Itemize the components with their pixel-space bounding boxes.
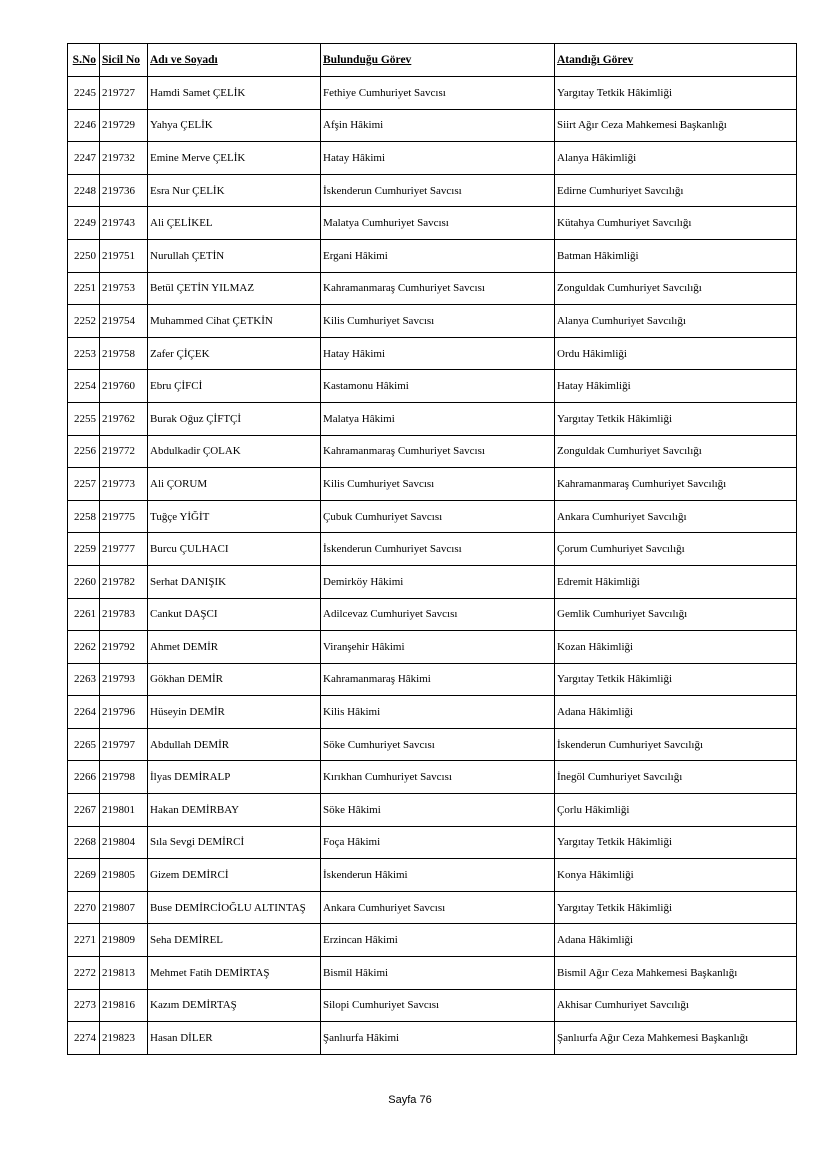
cell-current-post: Hatay Hâkimi [321, 142, 555, 175]
cell-assigned-post: Çorlu Hâkimliği [555, 794, 797, 827]
table-header-row [68, 44, 797, 77]
cell-name: Hüseyin DEMİR [148, 696, 321, 729]
cell-sno: 2250 [68, 239, 100, 272]
cell-assigned-post: İskenderun Cumhuriyet Savcılığı [555, 728, 797, 761]
header-sno: S.No [68, 44, 100, 77]
table-row [68, 533, 797, 566]
cell-name: Cankut DAŞCI [148, 598, 321, 631]
cell-sno: 2268 [68, 826, 100, 859]
cell-name: Tuğçe YİĞİT [148, 500, 321, 533]
cell-assigned-post: Adana Hâkimliği [555, 696, 797, 729]
cell-assigned-post: Batman Hâkimliği [555, 239, 797, 272]
cell-assigned-post: Akhisar Cumhuriyet Savcılığı [555, 989, 797, 1022]
cell-assigned-post: Konya Hâkimliği [555, 859, 797, 892]
cell-assigned-post: Edremit Hâkimliği [555, 565, 797, 598]
table-row [68, 305, 797, 338]
cell-sno: 2248 [68, 174, 100, 207]
cell-current-post: Kilis Hâkimi [321, 696, 555, 729]
cell-name: Ali ÇORUM [148, 468, 321, 501]
table-row [68, 957, 797, 990]
cell-assigned-post: Zonguldak Cumhuriyet Savcılığı [555, 272, 797, 305]
cell-sicil-no: 219798 [100, 761, 148, 794]
cell-name: Ahmet DEMİR [148, 631, 321, 664]
header-name: Adı ve Soyadı [148, 44, 321, 77]
cell-current-post: Şanlıurfa Hâkimi [321, 1022, 555, 1055]
cell-name: Serhat DANIŞIK [148, 565, 321, 598]
cell-current-post: Kastamonu Hâkimi [321, 370, 555, 403]
cell-name: İlyas DEMİRALP [148, 761, 321, 794]
cell-sicil-no: 219823 [100, 1022, 148, 1055]
cell-assigned-post: Yargıtay Tetkik Hâkimliği [555, 891, 797, 924]
header-assigned-post: Atandığı Görev [555, 44, 797, 77]
cell-sicil-no: 219772 [100, 435, 148, 468]
cell-name: Ebru ÇİFCİ [148, 370, 321, 403]
cell-sno: 2251 [68, 272, 100, 305]
cell-assigned-post: Kahramanmaraş Cumhuriyet Savcılığı [555, 468, 797, 501]
table-row [68, 435, 797, 468]
cell-sno: 2254 [68, 370, 100, 403]
cell-assigned-post: Adana Hâkimliği [555, 924, 797, 957]
header-sicil-no: Sicil No [100, 44, 148, 77]
cell-sicil-no: 219736 [100, 174, 148, 207]
cell-current-post: Kilis Cumhuriyet Savcısı [321, 305, 555, 338]
table-row [68, 859, 797, 892]
cell-sno: 2256 [68, 435, 100, 468]
cell-sno: 2270 [68, 891, 100, 924]
cell-assigned-post: Gemlik Cumhuriyet Savcılığı [555, 598, 797, 631]
cell-assigned-post: Edirne Cumhuriyet Savcılığı [555, 174, 797, 207]
page-number: Sayfa 76 [388, 1094, 432, 1106]
cell-name: Abdulkadir ÇOLAK [148, 435, 321, 468]
cell-name: Hakan DEMİRBAY [148, 794, 321, 827]
table-row [68, 174, 797, 207]
cell-sicil-no: 219809 [100, 924, 148, 957]
table-row [68, 1022, 797, 1055]
cell-sicil-no: 219727 [100, 77, 148, 110]
cell-sicil-no: 219782 [100, 565, 148, 598]
cell-name: Nurullah ÇETİN [148, 239, 321, 272]
table-row [68, 631, 797, 664]
cell-name: Gizem DEMİRCİ [148, 859, 321, 892]
cell-name: Seha DEMİREL [148, 924, 321, 957]
table-row [68, 370, 797, 403]
cell-name: Zafer ÇİÇEK [148, 337, 321, 370]
cell-current-post: Foça Hâkimi [321, 826, 555, 859]
cell-assigned-post: Şanlıurfa Ağır Ceza Mahkemesi Başkanlığı [555, 1022, 797, 1055]
cell-current-post: Silopi Cumhuriyet Savcısı [321, 989, 555, 1022]
cell-sno: 2266 [68, 761, 100, 794]
cell-sicil-no: 219816 [100, 989, 148, 1022]
cell-name: Emine Merve ÇELİK [148, 142, 321, 175]
cell-sicil-no: 219775 [100, 500, 148, 533]
cell-assigned-post: Yargıtay Tetkik Hâkimliği [555, 402, 797, 435]
table-row [68, 468, 797, 501]
table-row [68, 142, 797, 175]
cell-sno: 2257 [68, 468, 100, 501]
cell-current-post: Demirköy Hâkimi [321, 565, 555, 598]
cell-name: Muhammed Cihat ÇETKİN [148, 305, 321, 338]
cell-assigned-post: Alanya Hâkimliği [555, 142, 797, 175]
cell-current-post: Ergani Hâkimi [321, 239, 555, 272]
cell-current-post: Adilcevaz Cumhuriyet Savcısı [321, 598, 555, 631]
cell-sno: 2246 [68, 109, 100, 142]
cell-sicil-no: 219807 [100, 891, 148, 924]
cell-name: Ali ÇELİKEL [148, 207, 321, 240]
cell-sno: 2252 [68, 305, 100, 338]
cell-sicil-no: 219797 [100, 728, 148, 761]
cell-current-post: Afşin Hâkimi [321, 109, 555, 142]
cell-assigned-post: Kozan Hâkimliği [555, 631, 797, 664]
cell-sno: 2258 [68, 500, 100, 533]
cell-current-post: Viranşehir Hâkimi [321, 631, 555, 664]
cell-sno: 2273 [68, 989, 100, 1022]
table-row [68, 728, 797, 761]
cell-name: Hasan DİLER [148, 1022, 321, 1055]
table-row [68, 565, 797, 598]
cell-current-post: Erzincan Hâkimi [321, 924, 555, 957]
cell-assigned-post: Yargıtay Tetkik Hâkimliği [555, 663, 797, 696]
cell-sicil-no: 219760 [100, 370, 148, 403]
cell-name: Mehmet Fatih DEMİRTAŞ [148, 957, 321, 990]
cell-sno: 2262 [68, 631, 100, 664]
cell-current-post: Ankara Cumhuriyet Savcısı [321, 891, 555, 924]
cell-sicil-no: 219773 [100, 468, 148, 501]
cell-sicil-no: 219762 [100, 402, 148, 435]
table-row [68, 761, 797, 794]
cell-sicil-no: 219805 [100, 859, 148, 892]
cell-name: Betül ÇETİN YILMAZ [148, 272, 321, 305]
table-row [68, 109, 797, 142]
table-row [68, 239, 797, 272]
cell-sicil-no: 219793 [100, 663, 148, 696]
cell-sno: 2247 [68, 142, 100, 175]
cell-assigned-post: Çorum Cumhuriyet Savcılığı [555, 533, 797, 566]
cell-assigned-post: Yargıtay Tetkik Hâkimliği [555, 77, 797, 110]
cell-sno: 2274 [68, 1022, 100, 1055]
cell-assigned-post: Yargıtay Tetkik Hâkimliği [555, 826, 797, 859]
cell-sicil-no: 219729 [100, 109, 148, 142]
header-current-post: Bulunduğu Görev [321, 44, 555, 77]
cell-sicil-no: 219813 [100, 957, 148, 990]
cell-sno: 2261 [68, 598, 100, 631]
cell-name: Abdullah DEMİR [148, 728, 321, 761]
cell-current-post: Kahramanmaraş Cumhuriyet Savcısı [321, 272, 555, 305]
table-row [68, 891, 797, 924]
cell-sno: 2265 [68, 728, 100, 761]
cell-sno: 2255 [68, 402, 100, 435]
cell-name: Kazım DEMİRTAŞ [148, 989, 321, 1022]
cell-sicil-no: 219753 [100, 272, 148, 305]
cell-current-post: Çubuk Cumhuriyet Savcısı [321, 500, 555, 533]
cell-assigned-post: Kütahya Cumhuriyet Savcılığı [555, 207, 797, 240]
cell-sno: 2264 [68, 696, 100, 729]
cell-name: Hamdi Samet ÇELİK [148, 77, 321, 110]
cell-sicil-no: 219792 [100, 631, 148, 664]
cell-current-post: Kırıkhan Cumhuriyet Savcısı [321, 761, 555, 794]
table-row [68, 989, 797, 1022]
cell-current-post: Malatya Hâkimi [321, 402, 555, 435]
cell-assigned-post: İnegöl Cumhuriyet Savcılığı [555, 761, 797, 794]
cell-sicil-no: 219732 [100, 142, 148, 175]
cell-sno: 2271 [68, 924, 100, 957]
cell-sicil-no: 219777 [100, 533, 148, 566]
cell-current-post: Söke Hâkimi [321, 794, 555, 827]
cell-assigned-post: Alanya Cumhuriyet Savcılığı [555, 305, 797, 338]
table-row [68, 402, 797, 435]
cell-current-post: Fethiye Cumhuriyet Savcısı [321, 77, 555, 110]
cell-name: Burcu ÇULHACI [148, 533, 321, 566]
cell-name: Gökhan DEMİR [148, 663, 321, 696]
appointments-table [67, 43, 797, 1055]
cell-assigned-post: Ankara Cumhuriyet Savcılığı [555, 500, 797, 533]
cell-name: Sıla Sevgi DEMİRCİ [148, 826, 321, 859]
cell-sicil-no: 219804 [100, 826, 148, 859]
table-row [68, 826, 797, 859]
cell-assigned-post: Siirt Ağır Ceza Mahkemesi Başkanlığı [555, 109, 797, 142]
table-row [68, 696, 797, 729]
cell-sicil-no: 219754 [100, 305, 148, 338]
table-row [68, 663, 797, 696]
cell-assigned-post: Ordu Hâkimliği [555, 337, 797, 370]
cell-sno: 2249 [68, 207, 100, 240]
cell-sno: 2253 [68, 337, 100, 370]
cell-current-post: Kahramanmaraş Cumhuriyet Savcısı [321, 435, 555, 468]
table-row [68, 598, 797, 631]
cell-assigned-post: Hatay Hâkimliği [555, 370, 797, 403]
table-row [68, 207, 797, 240]
cell-sno: 2272 [68, 957, 100, 990]
table-row [68, 337, 797, 370]
cell-sno: 2269 [68, 859, 100, 892]
table-row [68, 924, 797, 957]
cell-current-post: Kahramanmaraş Hâkimi [321, 663, 555, 696]
cell-current-post: İskenderun Hâkimi [321, 859, 555, 892]
cell-current-post: İskenderun Cumhuriyet Savcısı [321, 533, 555, 566]
cell-sno: 2245 [68, 77, 100, 110]
cell-sno: 2267 [68, 794, 100, 827]
cell-name: Buse DEMİRCİOĞLU ALTINTAŞ [148, 891, 321, 924]
cell-current-post: Malatya Cumhuriyet Savcısı [321, 207, 555, 240]
cell-sicil-no: 219743 [100, 207, 148, 240]
table-row [68, 794, 797, 827]
cell-name: Yahya ÇELİK [148, 109, 321, 142]
cell-assigned-post: Bismil Ağır Ceza Mahkemesi Başkanlığı [555, 957, 797, 990]
table-row [68, 272, 797, 305]
cell-sno: 2263 [68, 663, 100, 696]
cell-current-post: Hatay Hâkimi [321, 337, 555, 370]
cell-sicil-no: 219796 [100, 696, 148, 729]
cell-assigned-post: Zonguldak Cumhuriyet Savcılığı [555, 435, 797, 468]
cell-current-post: Kilis Cumhuriyet Savcısı [321, 468, 555, 501]
cell-current-post: İskenderun Cumhuriyet Savcısı [321, 174, 555, 207]
cell-sicil-no: 219783 [100, 598, 148, 631]
cell-sno: 2259 [68, 533, 100, 566]
table-row [68, 500, 797, 533]
cell-sicil-no: 219801 [100, 794, 148, 827]
cell-name: Burak Oğuz ÇİFTÇİ [148, 402, 321, 435]
cell-sno: 2260 [68, 565, 100, 598]
cell-name: Esra Nur ÇELİK [148, 174, 321, 207]
cell-sicil-no: 219751 [100, 239, 148, 272]
table-row [68, 77, 797, 110]
cell-current-post: Söke Cumhuriyet Savcısı [321, 728, 555, 761]
cell-sicil-no: 219758 [100, 337, 148, 370]
table-body [68, 77, 797, 1055]
cell-current-post: Bismil Hâkimi [321, 957, 555, 990]
